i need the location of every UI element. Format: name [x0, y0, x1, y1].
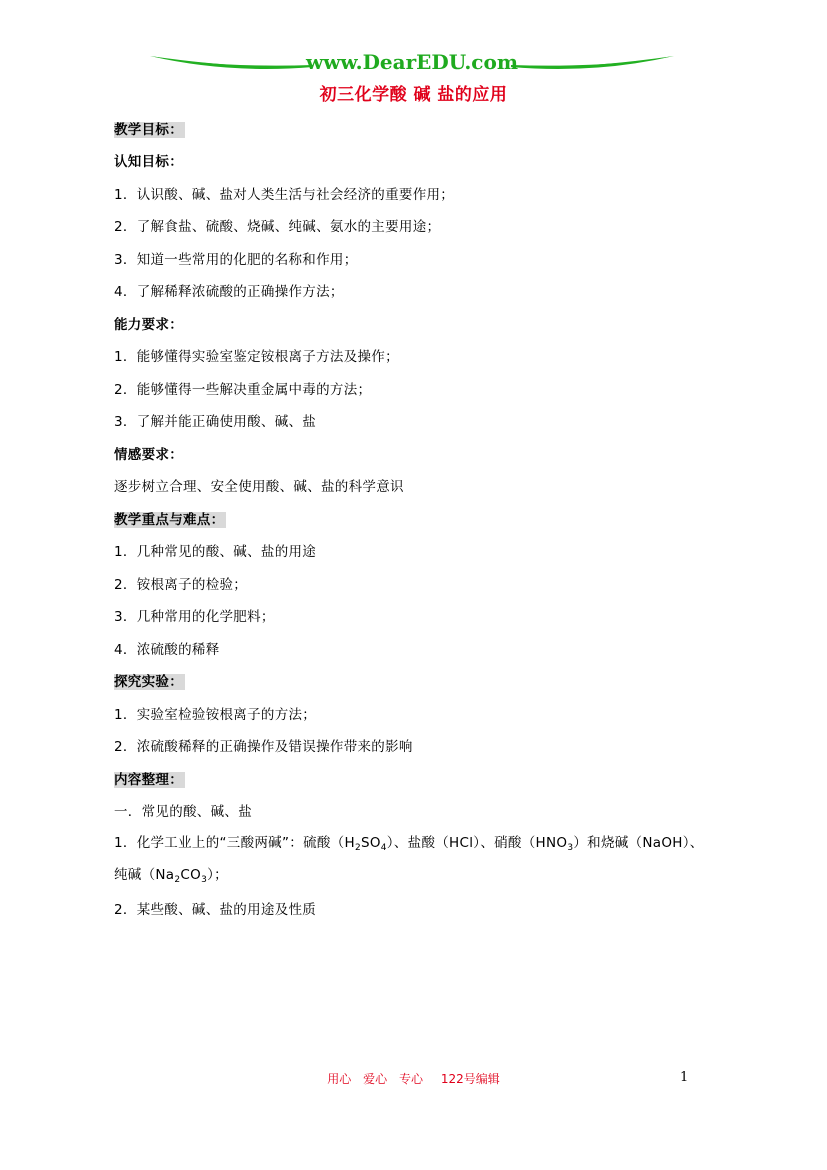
site-header: [148, 48, 676, 76]
list-item: 1．几种常见的酸、碱、盐的用途: [114, 544, 317, 560]
footer-text: 122号编辑: [440, 1072, 500, 1086]
heading-cognitive: 认知目标：: [114, 154, 183, 170]
heading-ability: 能力要求：: [114, 317, 183, 333]
content-paragraph-uses: 2．某些酸、碱、盐的用途及性质: [114, 902, 317, 918]
page-number: 1: [680, 1070, 689, 1085]
footer-text: 专心: [398, 1072, 423, 1086]
list-item: 2．能够懂得一些解决重金属中毒的方法；: [114, 382, 372, 398]
list-item: 3．知道一些常用的化肥的名称和作用；: [114, 252, 358, 268]
list-item: 3．几种常用的化学肥料；: [114, 609, 275, 625]
list-item: 2．浓硫酸稀释的正确操作及错误操作带来的影响: [114, 739, 413, 755]
emotion-text: 逐步树立合理、安全使用酸、碱、盐的科学意识: [114, 479, 404, 495]
heading-key-points: 教学重点与难点：: [114, 512, 225, 528]
list-item: 3．了解并能正确使用酸、碱、盐: [114, 414, 317, 430]
list-item: 1．认识酸、碱、盐对人类生活与社会经济的重要作用；: [114, 187, 455, 203]
list-item: 2．铵根离子的检验；: [114, 577, 248, 593]
heading-experiment: 探究实验：: [114, 674, 183, 690]
list-item: 1．实验室检验铵根离子的方法；: [114, 707, 317, 723]
site-url[interactable]: www.DearEDU.com: [305, 50, 518, 74]
heading-content: 内容整理：: [114, 772, 183, 788]
list-item: 4．浓硫酸的稀释: [114, 642, 220, 658]
list-item: 1．能够懂得实验室鉴定铵根离子方法及操作；: [114, 349, 399, 365]
heading-emotion: 情感要求：: [114, 447, 183, 463]
page-footer: [0, 1070, 827, 1087]
content-paragraph-acids-bases: 1．化学工业上的“三酸两碱”：硫酸$(H_2SO_4)$、盐酸（HCl）、硝酸$(HNO_3)$和烧碱（NaOH）、纯碱$(Na_2CO_3)$；: [114, 835, 704, 885]
footer-text: 用心: [327, 1072, 352, 1086]
footer-text: 爱心: [363, 1072, 388, 1086]
heading-objectives: 教学目标：: [114, 122, 183, 138]
list-item: 2．了解食盐、硫酸、烧碱、纯碱、氨水的主要用途；: [114, 219, 441, 235]
content-subheading: 一．常见的酸、碱、盐: [114, 804, 252, 820]
document-title: 初三化学酸 碱 盐的应用: [319, 85, 508, 105]
list-item: 4．了解稀释浓硫酸的正确操作方法；: [114, 284, 344, 300]
